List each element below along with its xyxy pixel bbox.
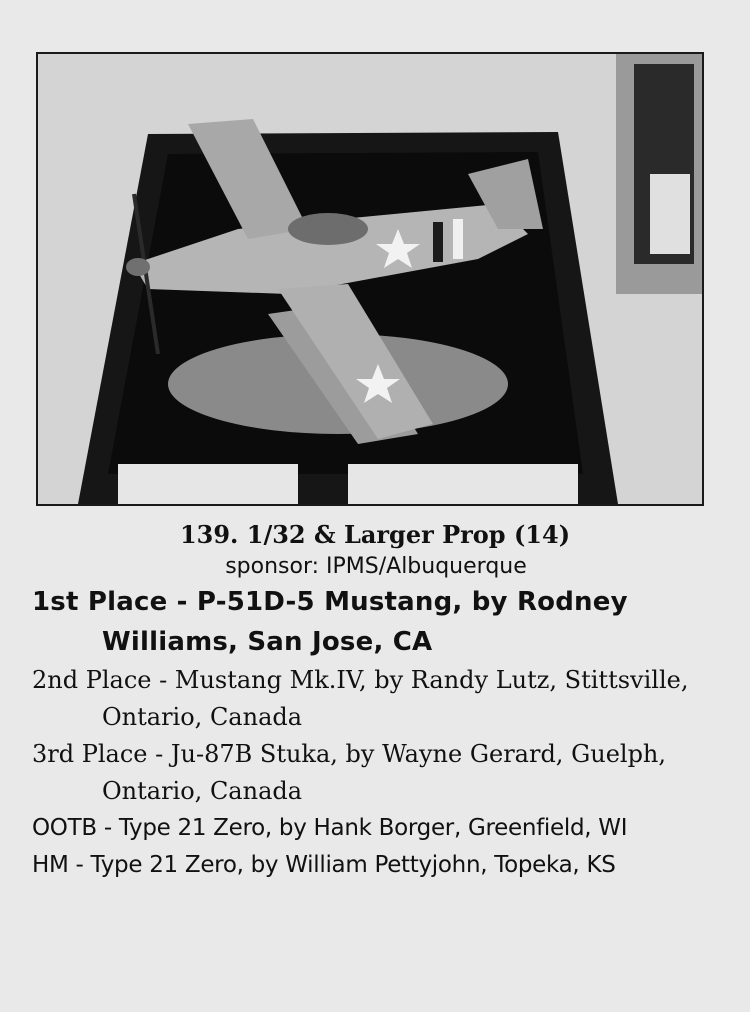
award-list — [0, 582, 722, 884]
award-entry-second: 2nd Place - Mustang Mk.IV, by Randy Lutz, Stittsville, Ontario, Canada — [32, 666, 689, 731]
award-entry-ootb: OOTB - Type 21 Zero, by Hank Borger, Greenfield, WI — [32, 815, 628, 841]
award-entry-third: 3rd Place - Ju-87B Stuka, by Wayne Gerard, Guelph, Ontario, Canada — [32, 740, 667, 805]
award-entry-first: 1st Place - P-51D-5 Mustang, by Rodney Williams, San Jose, CA — [32, 587, 628, 657]
category-sponsor: sponsor: IPMS/Albuquerque — [225, 554, 527, 579]
award-entry-hm: HM - Type 21 Zero, by William Pettyjohn, Topeka, KS — [32, 852, 616, 878]
award-caption — [0, 518, 750, 884]
model-photo — [36, 52, 704, 506]
category-heading: 139. 1/32 & Larger Prop (14) — [179, 520, 571, 549]
aircraft-model-image — [38, 54, 702, 504]
